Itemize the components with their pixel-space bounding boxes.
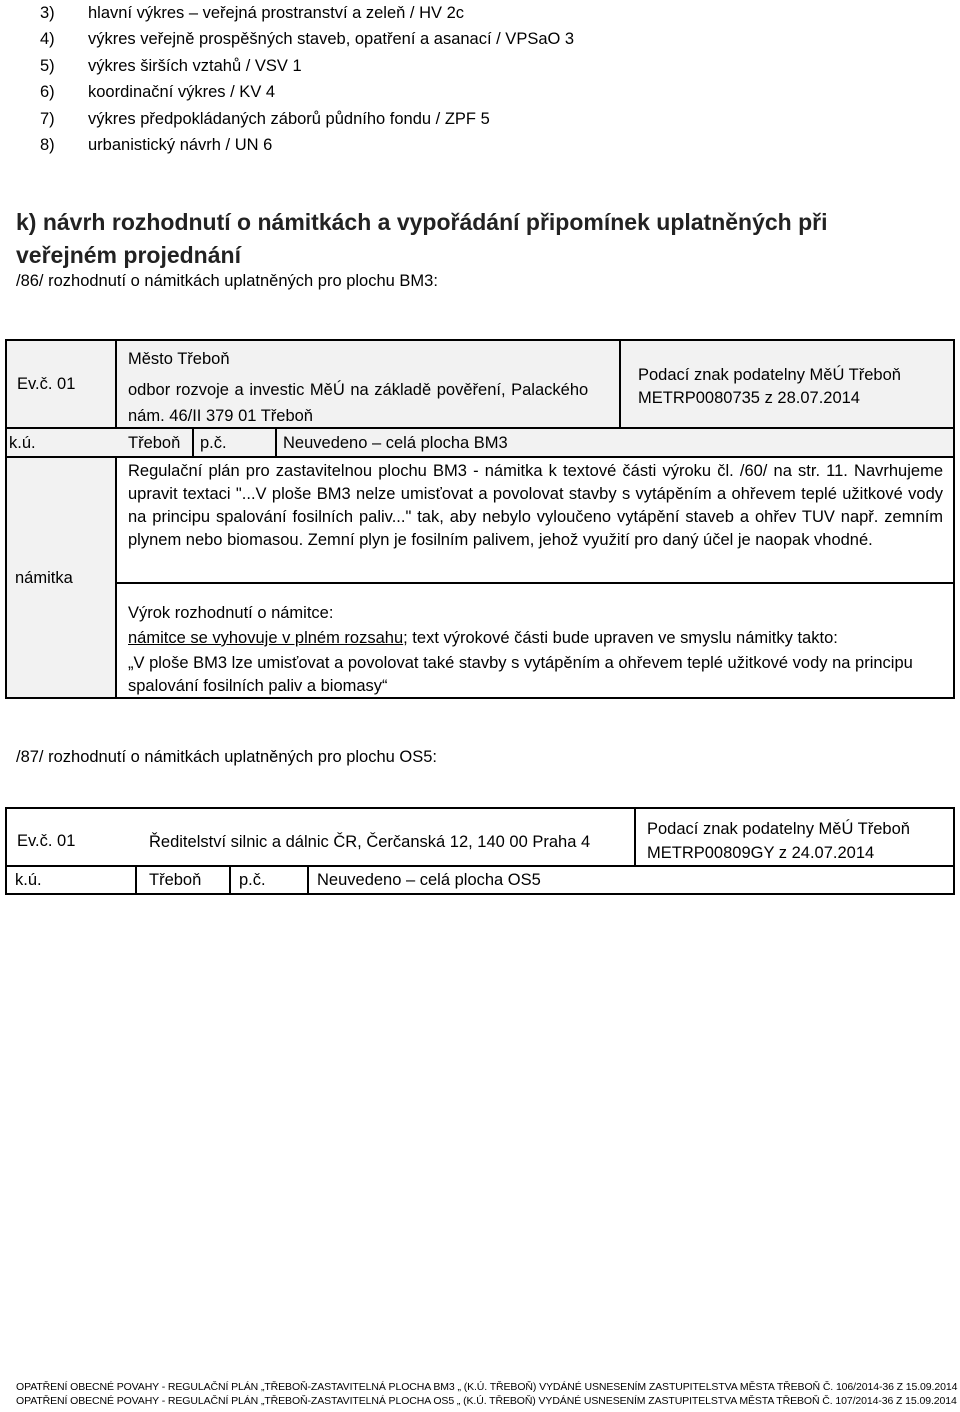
objection-table-os5	[5, 807, 955, 895]
submitter-line: odbor rozvoje a investic MěÚ na základě pověření, Palackého	[128, 381, 589, 399]
vyrok-label: Výrok rozhodnutí o námitce:	[128, 604, 334, 622]
ev-number: Ev.č. 01	[17, 832, 76, 850]
footer-line: OPATŘENÍ OBECNÉ POVAHY - REGULAČNÍ PLÁN „TŘEBOŇ-ZASTAVITELNÁ PLOCHA BM3 „ (K.Ú. TŘEBOŇ) VYDÁNÉ USNESENÍM ZASTUPITELSTVA MĚSTA TŘEBOŇ Č. 106/2014-36 Z 15.09.2014	[16, 1381, 958, 1393]
namitka-label: námitka	[15, 569, 73, 587]
drawing-list	[40, 0, 940, 158]
list-item: 4) výkres veřejně prospěšných staveb, opatření a asanací / VPSaO 3	[40, 30, 575, 49]
podaci-label: Podací znak podatelny MěÚ Třeboň	[647, 820, 910, 838]
list-item: 6) koordinační výkres / KV 4	[40, 83, 276, 102]
submitter-name: Město Třeboň	[128, 350, 230, 368]
vyrok-decision: námitce se vyhovuje v plném rozsahu; text výrokové části bude upraven ve smyslu námitky takto:	[128, 629, 838, 647]
podaci-label: Podací znak podatelny MěÚ Třeboň	[638, 366, 901, 384]
list-item: 8) urbanistický návrh / UN 6	[40, 135, 273, 154]
podaci-value: METRP00809GY z 24.07.2014	[647, 844, 875, 862]
section-heading: k) návrh rozhodnutí o námitkách a vypořádání připomínek uplatněných při veřejném projednání	[16, 209, 828, 268]
pc-label: p.č.	[239, 871, 266, 889]
list-item: 3) hlavní výkres – veřejná prostranství a zeleň / HV 2c	[40, 4, 465, 22]
footer-line: OPATŘENÍ OBECNÉ POVAHY - REGULAČNÍ PLÁN „TŘEBOŇ-ZASTAVITELNÁ PLOCHA OS5 „ (K.Ú. TŘEBOŇ) VYDÁNÉ USNESENÍM ZASTUPITELSTVA MĚSTA TŘEBOŇ Č. 107/2014-36 Z 15.09.2014	[16, 1395, 957, 1407]
ku-label: k.ú.	[9, 434, 36, 452]
pc-value: Neuvedeno – celá plocha OS5	[317, 871, 541, 889]
vyrok-quote: „V ploše BM3 lze umisťovat a povolovat také stavby s vytápěním a ohřevem teplé užitkové vody na principu spalování fosilních paliv a biomasy“	[128, 654, 913, 695]
submitter-name: Ředitelství silnic a dálnic ČR, Čerčanská 12, 140 00 Praha 4	[149, 833, 591, 851]
ku-value: Třeboň	[128, 434, 181, 452]
objection-table-bm3	[5, 339, 955, 699]
namitka-text: Regulační plán pro zastavitelnou plochu BM3 - námitka k textové části výroku čl. /60/ na str. 11. Navrhujeme upravit textaci "...V ploše BM3 nelze umisťovat a povolovat stavby s vytápěním a ohřevem teplé užitkové vody na principu spalování fosilních paliv..." tak, aby nebylo vyloučeno vytápění staveb a ohřev TUV např. zemním plynem nebo biomasou. Zemní plyn je fosilním palivem, jehož využití pro daný účel je naopak vhodné.	[128, 462, 943, 549]
pc-label: p.č.	[200, 434, 227, 452]
subheading-bm3: /86/ rozhodnutí o námitkách uplatněných pro plochu BM3:	[16, 272, 438, 290]
submitter-line: nám. 46/II 379 01 Třeboň	[128, 407, 313, 425]
list-item: 7) výkres předpokládaných záborů půdního fondu / ZPF 5	[40, 109, 490, 128]
ev-number: Ev.č. 01	[17, 375, 76, 393]
list-item: 5) výkres širších vztahů / VSV 1	[40, 56, 302, 75]
ku-label: k.ú.	[15, 871, 42, 889]
decision-underlined: námitce se vyhovuje v plném rozsahu	[128, 629, 404, 647]
podaci-value: METRP0080735 z 28.07.2014	[638, 389, 860, 407]
pc-value: Neuvedeno – celá plocha BM3	[283, 434, 508, 452]
ku-value: Třeboň	[149, 871, 202, 889]
subheading-os5: /87/ rozhodnutí o námitkách uplatněných pro plochu OS5:	[16, 748, 438, 766]
